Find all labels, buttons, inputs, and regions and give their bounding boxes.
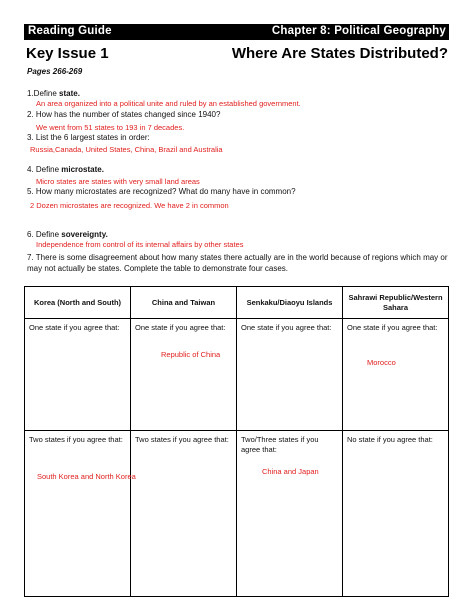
cell-sahrawi-two[interactable] (343, 431, 449, 597)
question-6: 6. Define sovereignty. (27, 230, 108, 239)
header-senkaku: Senkaku/Diaoyu Islands (237, 287, 343, 319)
cell-answer: Morocco (367, 358, 396, 367)
question-1: 1.Define state. (27, 89, 80, 98)
reading-guide-label: Reading Guide (28, 25, 112, 37)
table-row (25, 319, 449, 431)
answer-1: An area organized into a political unite and ruled by an established government. (36, 99, 301, 108)
question-5: 5. How many microstates are recognized? What do many have in common? (27, 187, 296, 196)
answer-4: Micro states are states with very small land areas (36, 177, 200, 186)
cell-answer: Republic of China (161, 350, 221, 359)
table-header-row (25, 287, 449, 319)
page-range: Pages 266-269 (27, 67, 83, 76)
table-row (25, 431, 449, 597)
question-7: 7. There is some disagreement about how many states there actually are in the world because of regions which may or may not actually be states. Complete the table to demonstrate four cases. (27, 253, 448, 273)
key-issue-title: Key Issue 1 (26, 45, 109, 62)
header-china-taiwan: China and Taiwan (131, 287, 237, 319)
cell-answer: China and Japan (262, 467, 319, 476)
answer-3: Russia,Canada, United States, China, Brazil and Australia (30, 145, 223, 154)
question-3: 3. List the 6 largest states in order: (27, 133, 150, 142)
cell-label: One state if you agree that: (347, 323, 438, 332)
cell-label: Two states if you agree that: (29, 435, 123, 444)
cell-china-one[interactable] (131, 319, 237, 431)
cell-answer: South Korea and North Korea (37, 472, 136, 481)
cell-china-two[interactable] (131, 431, 237, 597)
answer-2: We went from 51 states to 193 in 7 decades. (36, 123, 185, 132)
cell-label: Two/Three states if you agree that: (241, 435, 319, 454)
cell-senkaku-two[interactable] (237, 431, 343, 597)
question-2: 2. How has the number of states changed since 1940? (27, 110, 221, 119)
cell-korea-one[interactable] (25, 319, 131, 431)
answer-6: Independence from control of its internal affairs by other states (36, 240, 244, 249)
states-table (24, 286, 449, 597)
question-4: 4. Define microstate. (27, 165, 104, 174)
chapter-label: Chapter 8: Political Geography (271, 25, 446, 37)
cell-korea-two[interactable] (25, 431, 136, 597)
answer-5: 2 Dozen microstates are recognized. We have 2 in common (30, 201, 229, 210)
section-title: Where Are States Distributed? (231, 45, 448, 62)
cell-label: One state if you agree that: (241, 323, 332, 332)
cell-label: One state if you agree that: (29, 323, 120, 332)
cell-label: No state if you agree that: (347, 435, 433, 444)
header-sahrawi: Sahrawi Republic/Western Sahara (343, 287, 449, 319)
cell-senkaku-one[interactable] (237, 319, 343, 431)
cell-sahrawi-one[interactable] (343, 319, 449, 431)
cell-label: One state if you agree that: (135, 323, 226, 332)
header-korea: Korea (North and South) (25, 287, 131, 319)
cell-label: Two states if you agree that: (135, 435, 229, 444)
